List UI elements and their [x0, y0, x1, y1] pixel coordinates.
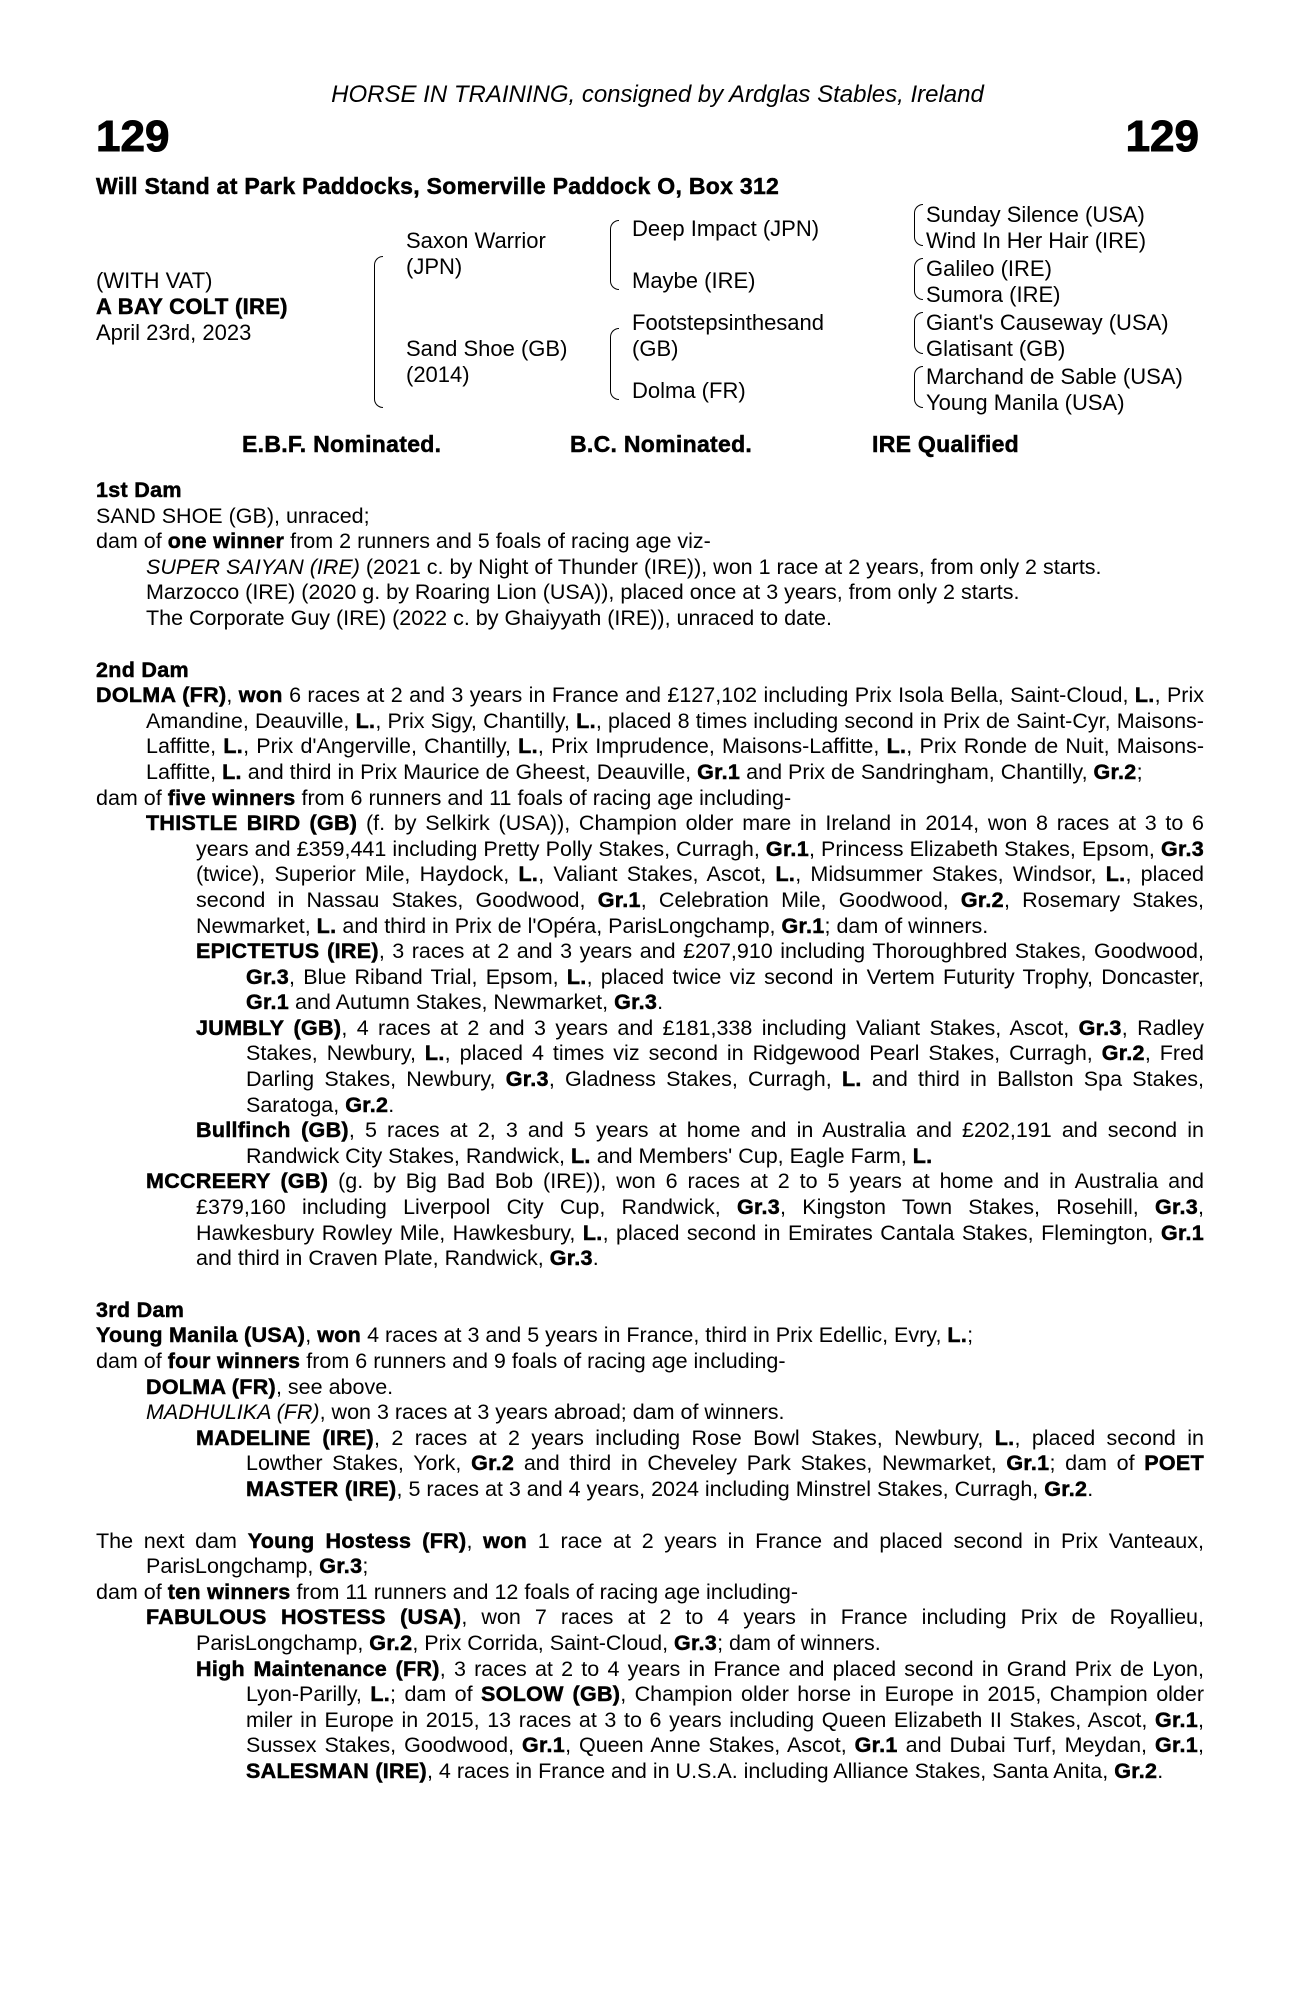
pedigree-bracket-dam	[610, 328, 619, 400]
produce-entry: MADHULIKA (FR), won 3 races at 3 years abroad; dam of winners.	[146, 1400, 785, 1425]
produce-summary: dam of five winners from 6 runners and 11 foals of racing age including-	[96, 785, 792, 810]
sire-sire: Deep Impact (JPN)	[632, 216, 820, 241]
produce-entry: DOLMA (FR), see above.	[146, 1374, 394, 1399]
sire-dam: Maybe (IRE)	[632, 268, 756, 293]
next-dam-section	[96, 1529, 1204, 1785]
dam-record: Young Manila (USA), won 4 races at 3 and 5 years in France, third in Prix Edellic, Evry, L.;	[96, 1323, 974, 1348]
pedigree-bracket-main	[374, 256, 383, 408]
produce-entry: JUMBLY (GB), 4 races at 2 and 3 years and £181,338 including Valiant Stakes, Ascot, Gr.3, Radley Stakes, Newbury, L., placed 4 times viz second in Ridgewood Pearl Stakes, Curragh, Gr.2, Fred Darling Stakes, Newbury, Gr.3, Gladness Stakes, Curragh, L. and third in Ballston Spa Stakes, Saratoga, Gr.2.	[196, 1015, 1205, 1117]
sire-name: Saxon Warrior	[406, 228, 546, 253]
gg-dam-4: Young Manila (USA)	[926, 390, 1125, 415]
produce-entry: THISTLE BIRD (GB) (f. by Selkirk (USA)), Champion older mare in Ireland in 2014, won 8 races at 3 to 6 years and £359,441 including Pretty Polly Stakes, Curragh, Gr.1, Princess Elizabeth Stakes, Epsom, Gr.3 (twice), Superior Mile, Haydock, L., Valiant Stakes, Ascot, L., Midsummer Stakes, Windsor, L., placed second in Nassau Stakes, Goodwood, Gr.1, Celebration Mile, Goodwood, Gr.2, Rosemary Stakes, Newmarket, L. and third in Prix de l'Opéra, ParisLongchamp, Gr.1; dam of winners.	[146, 811, 1205, 938]
section-heading: 2nd Dam	[96, 657, 189, 682]
produce-entry: Marzocco (IRE) (2020 g. by Roaring Lion (USA)), placed once at 3 years, from only 2 starts.	[146, 580, 1020, 605]
pedigree-bracket-dd	[914, 366, 923, 408]
gg-dam-3: Glatisant (GB)	[926, 336, 1066, 361]
vat-note: (WITH VAT)	[96, 268, 213, 293]
produce-entry: FABULOUS HOSTESS (USA), won 7 races at 2 to 4 years in France including Prix de Royallieu, ParisLongchamp, Gr.2, Prix Corrida, Saint-Cloud, Gr.3; dam of winners.	[146, 1605, 1204, 1655]
dam-name: Sand Shoe (GB)	[406, 336, 568, 361]
produce-entry: SUPER SAIYAN (IRE) (2021 c. by Night of Thunder (IRE)), won 1 race at 2 years, from only 2 starts.	[146, 554, 1102, 579]
section-heading: 1st Dam	[96, 478, 182, 502]
nomination-ebf: E.B.F. Nominated.	[242, 431, 442, 457]
sire-country: (JPN)	[406, 254, 463, 279]
pedigree-bracket-sire	[610, 220, 619, 290]
produce-summary: dam of one winner from 2 runners and 5 foals of racing age viz-	[96, 529, 711, 554]
gg-dam-1: Wind In Her Hair (IRE)	[926, 228, 1147, 253]
section-heading: 3rd Dam	[96, 1297, 185, 1322]
gg-sire-1: Sunday Silence (USA)	[926, 202, 1145, 227]
dam-dam: Dolma (FR)	[632, 378, 746, 403]
produce-entry: The Corporate Guy (IRE) (2022 c. by Ghaiyyath (IRE)), unraced to date.	[146, 605, 832, 630]
gg-sire-4: Marchand de Sable (USA)	[926, 364, 1183, 389]
first-dam-section	[96, 478, 1204, 632]
gg-sire-3: Giant's Causeway (USA)	[926, 310, 1169, 335]
catalogue-header-title: HORSE IN TRAINING, consigned by Ardglas Stables, Ireland	[331, 81, 984, 108]
nomination-bc: B.C. Nominated.	[570, 431, 753, 457]
horse-name: A BAY COLT (IRE)	[96, 294, 288, 319]
produce-summary: dam of ten winners from 11 runners and 12 foals of racing age including-	[96, 1579, 799, 1604]
dam-sire-country: (GB)	[632, 336, 679, 361]
third-dam-section	[96, 1298, 1204, 1503]
dam-record: The next dam Young Hostess (FR), won 1 race at 2 years in France and placed second in Prix Vanteaux, ParisLongchamp, Gr.3;	[96, 1528, 1204, 1579]
lot-number-left: 129	[96, 112, 170, 161]
gg-sire-2: Galileo (IRE)	[926, 256, 1052, 281]
gg-dam-2: Sumora (IRE)	[926, 282, 1061, 307]
dam-year: (2014)	[406, 362, 470, 387]
produce-entry: EPICTETUS (IRE), 3 races at 2 and 3 years and £207,910 including Thoroughbred Stakes, Goodwood, Gr.3, Blue Riband Trial, Epsom, L., placed twice viz second in Vertem Futurity Trophy, Doncaster, Gr.1 and Autumn Stakes, Newmarket, Gr.3.	[196, 939, 1204, 1015]
dam-sire-name: Footstepsinthesand	[632, 310, 825, 335]
lot-number-right: 129	[1125, 112, 1199, 161]
nomination-ire: IRE Qualified	[872, 431, 1020, 457]
produce-summary: dam of four winners from 6 runners and 9 foals of racing age including-	[96, 1349, 786, 1373]
pedigree-bracket-sd	[914, 258, 923, 300]
pedigree-bracket-ss	[914, 204, 923, 246]
produce-entry: MADELINE (IRE), 2 races at 2 years including Rose Bowl Stakes, Newbury, L., placed second in Lowther Stakes, York, Gr.2 and third in Cheveley Park Stakes, Newmarket, Gr.1; dam of POET MASTER (IRE), 5 races at 3 and 4 years, 2024 including Minstrel Stakes, Curragh, Gr.2.	[196, 1425, 1205, 1501]
produce-entry: Bullfinch (GB), 5 races at 2, 3 and 5 years at home and in Australia and £202,191 and second in Randwick City Stakes, Randwick, L. and Members' Cup, Eagle Farm, L.	[196, 1118, 1204, 1168]
pedigree-bracket-ds	[914, 312, 923, 354]
produce-entry: MCCREERY (GB) (g. by Big Bad Bob (IRE)), won 6 races at 2 to 5 years at home and in Australia and £379,160 including Liverpool City Cup, Randwick, Gr.3, Kingston Town Stakes, Rosehill, Gr.3, Hawkesbury Rowley Mile, Hawkesbury, L., placed second in Emirates Cantala Stakes, Flemington, Gr.1 and third in Craven Plate, Randwick, Gr.3.	[146, 1169, 1204, 1271]
dam-record: DOLMA (FR), won 6 races at 2 and 3 years in France and £127,102 including Prix Isola Bella, Saint-Cloud, L., Prix Amandine, Deauville, L., Prix Sigy, Chantilly, L., placed 8 times including second in Prix de Saint-Cyr, Maisons-Laffitte, L., Prix d'Angerville, Chantilly, L., Prix Imprudence, Maisons-Laffitte, L., Prix Ronde de Nuit, Maisons-Laffitte, L. and third in Prix Maurice de Gheest, Deauville, Gr.1 and Prix de Sandringham, Chantilly, Gr.2;	[96, 683, 1205, 784]
foaling-date: April 23rd, 2023	[96, 320, 252, 345]
stand-location: Will Stand at Park Paddocks, Somerville Paddock O, Box 312	[96, 173, 780, 199]
second-dam-section	[96, 658, 1204, 1272]
produce-entry: High Maintenance (FR), 3 races at 2 to 4 years in France and placed second in Grand Prix de Lyon, Lyon-Parilly, L.; dam of SOLOW (GB), Champion older horse in Europe in 2015, Champion older miler in Europe in 2015, 13 races at 3 to 6 years including Queen Elizabeth II Stakes, Ascot, Gr.1, Sussex Stakes, Goodwood, Gr.1, Queen Anne Stakes, Ascot, Gr.1 and Dubai Turf, Meydan, Gr.1, SALESMAN (IRE), 4 races in France and in U.S.A. including Alliance Stakes, Santa Anita, Gr.2.	[196, 1656, 1205, 1783]
pedigree-notes	[96, 478, 1204, 1785]
dam-line: SAND SHOE (GB), unraced;	[96, 503, 370, 528]
